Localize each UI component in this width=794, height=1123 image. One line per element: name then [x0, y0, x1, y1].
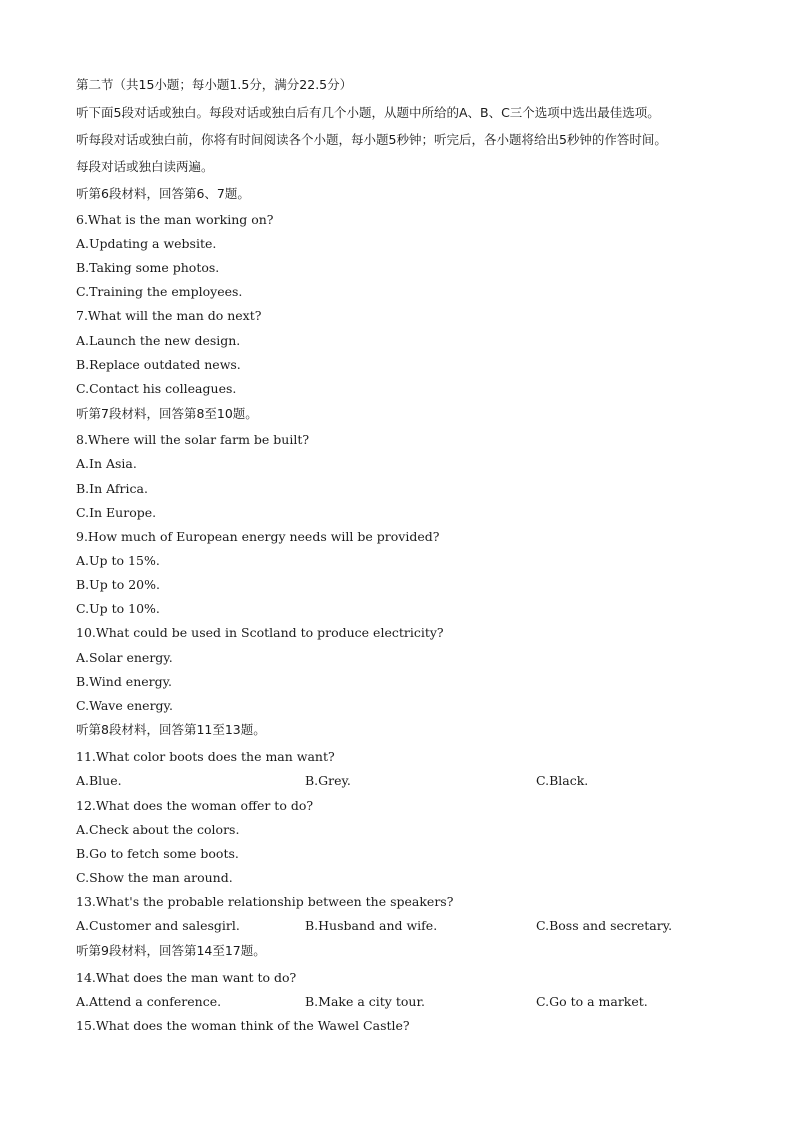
question-text: 6.What is the man working on?	[76, 212, 274, 227]
instruction-line: 听下面5段对话或独白。每段对话或独白后有几个小题，从题中所给的A、B、C三个选项中选出最佳选项。	[76, 105, 660, 120]
option-text: C.Black.	[536, 773, 589, 788]
option-text: B.Make a city tour.	[305, 994, 426, 1009]
question-text: 7.What will the man do next?	[76, 308, 262, 323]
question-text: 8.Where will the solar farm be built?	[76, 432, 310, 447]
question-text: 13.What's the probable relationship between the speakers?	[76, 894, 454, 909]
question-text: 14.What does the man want to do?	[76, 970, 297, 985]
question-text: 10.What could be used in Scotland to produce electricity?	[76, 625, 444, 640]
option-text: B.Wind energy.	[76, 674, 173, 689]
option-text: A.Check about the colors.	[76, 822, 240, 837]
option-text: B.Taking some photos.	[76, 260, 220, 275]
option-text: A.Launch the new design.	[76, 333, 241, 348]
option-text: A.Up to 15%.	[76, 553, 160, 568]
option-text: C.Up to 10%.	[76, 601, 160, 616]
option-text: B.In Africa.	[76, 481, 148, 496]
group-intro: 听第7段材料，回答第8至10题。	[76, 406, 258, 421]
option-text: B.Go to fetch some boots.	[76, 846, 239, 861]
option-text: C.In Europe.	[76, 505, 157, 520]
question-text: 15.What does the woman think of the Wawel Castle?	[76, 1018, 410, 1033]
question-text: 12.What does the woman offer to do?	[76, 798, 314, 813]
option-text: A.Solar energy.	[76, 650, 173, 665]
section-heading: 第二节（共15小题；每小题1.5分，满分22.5分）	[76, 77, 353, 92]
option-text: C.Show the man around.	[76, 870, 233, 885]
group-intro: 听第8段材料，回答第11至13题。	[76, 722, 266, 737]
option-text: C.Go to a market.	[536, 994, 648, 1009]
instruction-line: 每段对话或独白读两遍。	[76, 159, 214, 174]
option-text: B.Husband and wife.	[305, 918, 438, 933]
option-text: C.Boss and secretary.	[536, 918, 673, 933]
option-text: C.Training the employees.	[76, 284, 243, 299]
question-text: 11.What color boots does the man want?	[76, 749, 335, 764]
option-text: A.Blue.	[76, 773, 122, 788]
instruction-line: 听每段对话或独白前，你将有时间阅读各个小题，每小题5秒钟；听完后，各小题将给出5秒钟的作答时间。	[76, 132, 667, 147]
option-text: C.Contact his colleagues.	[76, 381, 237, 396]
option-text: B.Grey.	[305, 773, 351, 788]
option-text: A.In Asia.	[76, 456, 137, 471]
group-intro: 听第6段材料，回答第6、7题。	[76, 186, 250, 201]
option-text: A.Customer and salesgirl.	[76, 918, 240, 933]
option-text: A.Updating a website.	[76, 236, 217, 251]
group-intro: 听第9段材料，回答第14至17题。	[76, 943, 266, 958]
option-text: B.Up to 20%.	[76, 577, 160, 592]
option-text: B.Replace outdated news.	[76, 357, 241, 372]
option-text: A.Attend a conference.	[76, 994, 222, 1009]
question-text: 9.How much of European energy needs will be provided?	[76, 529, 440, 544]
option-text: C.Wave energy.	[76, 698, 173, 713]
